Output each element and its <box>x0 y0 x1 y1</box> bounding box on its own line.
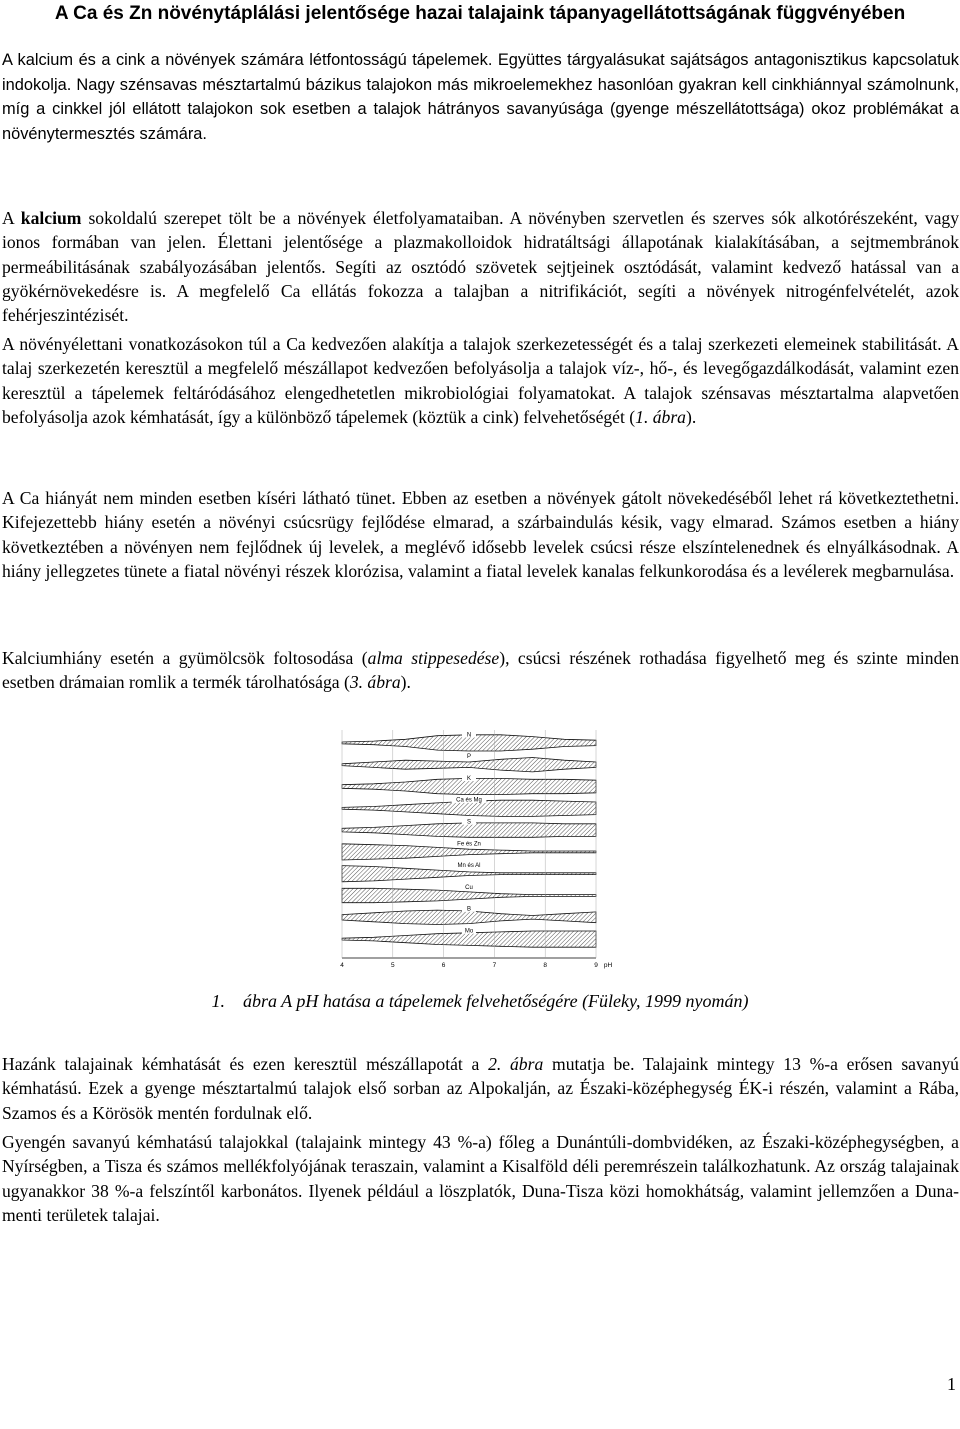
struct-text-1: A növényélettani vonatkozásokon túl a Ca kedvezően alakítja a talajok szerkezetességét és a talaj szerkezeti elemeinek stabilitását. A talaj szerkezetén keresztül a megfelelő mészállapot kedvezően befolyásolja a talajok víz-, hő-, és levegőgazdálkodását, valamint ezen keresztül a tápelemek feltáródásához elengedhetetlen mikrobiológiai folyamatokat. A talajok szénsavas mésztartalma alapvetően befolyásolja azok kémhatását, így a különböző tápelemek (köztük a cink) felvehetőségét ( <box>2 334 959 427</box>
tick-label: 6 <box>441 962 446 969</box>
band-label: Cu <box>465 884 473 891</box>
weakly-acid-text: Gyengén savanyú kémhatású talajokkal (talajaink mintegy 43 %-a) főleg a Dunántúli-dombvidéken, az Északi-középhegységben, a Nyírségben, a Tisza és számos mellékfolyójának teraszain, valamint a Kisalföld déli peremrészein találkozhatunk. Az ország talajainak ugyanakkor 38 %-a felszíntől karbonátos. Ilyenek például a löszplatók, Duna-Tisza közi homokhátság, valamint jellemzően a Duna-menti területek talajai. <box>2 1132 959 1225</box>
calcium-role-paragraph <box>2 206 959 327</box>
band-label: B <box>466 906 472 913</box>
deficiency-paragraph <box>2 486 959 583</box>
band-label: Ca és Mg <box>456 797 482 804</box>
band-label: S <box>466 819 472 826</box>
soils-paragraph <box>2 1052 959 1125</box>
band-label: P <box>466 754 472 761</box>
nutrient-bands <box>342 731 596 948</box>
fruit-text-3: ). <box>400 672 411 693</box>
band-3 <box>342 796 596 817</box>
deficiency-text: A Ca hiányát nem minden esetben kíséri látható tünet. Ebben az esetben a növények gátolt növekedéséből lehet rá következtethetni. Kifejezettebb hiány esetén a növényi csúcsrügy fejlődése elmarad, a szárbaindulás késik, vagy elmarad. Számos esetben a hiány következtében a növényen nem fejlődnek új levelek, a meglévő idősebb levelek csúcsi része elszíntelenednek és elnyálkásodnak. A hiány jellegzetes tünete a fiatal növényi részek klorózisa, valamint a fiatal levelek kanalas felkunkorodása és a levélerek megbarnulása. <box>2 488 959 581</box>
band-5 <box>342 840 596 861</box>
figure-caption: 1. ábra A pH hatása a tápelemek felvehetőségére (Füleky, 1999 nyomán) <box>211 991 749 1011</box>
page-title: A Ca és Zn növénytáplálási jelentősége hazai talajaink tápanyagellátottságának függvényében <box>54 3 906 24</box>
intro-paragraph <box>2 48 959 146</box>
tick-label: 7 <box>492 962 497 969</box>
ca-text-3: A növényben szervetlen és szerves sók alkotórészeként, vagy ionos formában van jelen. Élettani jelentősége a plazmakolloidok hidratáltsági állapotának kialakításában, a sejtmembránok permeábilitásának szabályozásában jelentős. Segíti az osztódó szövetek sejtjeinek osztódását, valamint kedvező hatással van a gyökérnövekedésre is. A megfelelő Ca ellátás fokozza a talajban a nitrifikációt, segíti a növények nitrogénfelvételét, azok fehérjeszintézisét. <box>2 208 960 326</box>
intro-text-sans-2: Nagy szénsavas mésztartalmú bázikus talajokon más mikroelemekhez hasonlóan gyakran kell cinkhiánnyal számolnunk, míg a cinkkel jól ellátott talajokon sok esetben a talajok hátrányos savanyúsága (gyenge mészellátottsága) okoz problémákat a növénytermesztés számára. <box>2 75 959 143</box>
intro-text-sans: A kalcium és a cink a növények számára létfontosságú tápelemek. Együttes tárgyalásukat sajátságos antagonisztikus kapcsolatuk indokolja. <box>2 51 959 94</box>
struct-text-2: ). <box>685 406 697 427</box>
weakly-acid-paragraph <box>2 1130 959 1227</box>
band-4 <box>342 818 596 838</box>
band-0 <box>342 731 596 752</box>
band-label: Fe és Zn <box>457 841 481 848</box>
soils-text-2: mutatja be. Talajaink mintegy 13 %-a erősen savanyú kémhatású. Ezek a gyenge mésztartalmú talajok első sorban az Alpokalján, az Északi-középhegység ÉK-i részén, valamint a Rába, Szamos és a Körösök mentén fordulnak elő. <box>2 1054 959 1123</box>
band-2 <box>342 774 596 795</box>
figure-3-reference: 3. ábra <box>349 672 401 693</box>
band-9 <box>342 927 596 948</box>
band-label: N <box>466 732 472 739</box>
band-label: Mo <box>464 928 474 935</box>
ca-text-2: sokoldalú szerepet tölt be a növények életfolyamataiban. <box>81 208 504 228</box>
ca-text-1: A <box>2 208 21 228</box>
page-number: 1 <box>947 1374 956 1394</box>
band-6 <box>342 861 596 882</box>
kalcium-bold: kalcium <box>20 208 82 228</box>
band-label: K <box>466 775 472 782</box>
tick-label: 8 <box>543 962 548 969</box>
tick-label: 5 <box>390 962 395 969</box>
axis-unit-label: pH <box>603 962 613 969</box>
fruit-text-1: Kalciumhiány esetén a gyümölcsök foltosodása ( <box>2 648 368 668</box>
soil-structure-paragraph <box>2 332 959 429</box>
fruit-italic-1: alma stippesedése <box>367 648 500 668</box>
band-1 <box>342 752 596 772</box>
soils-text-1: Hazánk talajainak kémhatását és ezen keresztül mészállapotát a <box>2 1054 489 1074</box>
figure-2-reference: 2. ábra <box>488 1054 544 1074</box>
band-8 <box>342 905 596 925</box>
tick-label: 9 <box>594 962 598 969</box>
band-label: Mn és Al <box>457 863 481 870</box>
fruit-paragraph <box>2 646 959 695</box>
band-7 <box>342 883 596 903</box>
tick-label: 4 <box>340 962 344 969</box>
fruit-text-2: ), csúcsi részének rothadása figyelhető meg és szinte minden esetben drámaian romlik a termék tárolhatósága ( <box>2 648 960 693</box>
figure-1-reference: 1. ábra <box>635 406 686 427</box>
ph-availability-figure <box>334 725 624 975</box>
